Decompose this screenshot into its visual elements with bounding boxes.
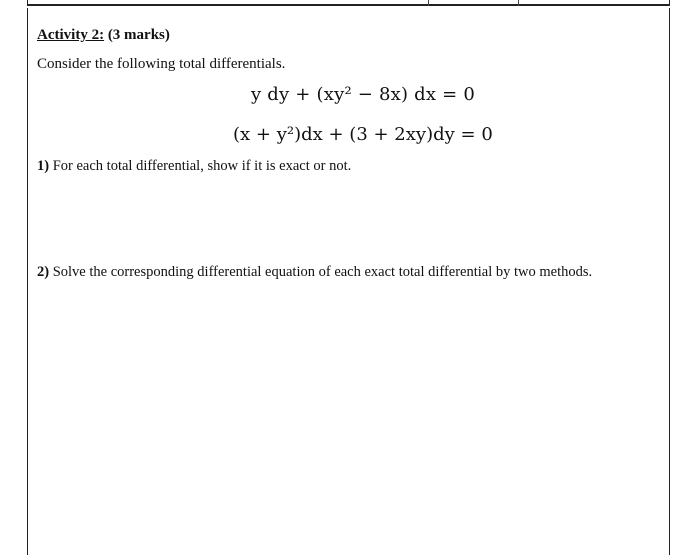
column-divider — [518, 0, 519, 6]
activity-title: Activity 2: — [37, 27, 105, 43]
question-number: 2) — [37, 264, 50, 280]
equation-1: y dy + (xy² − 8x) dx = 0 — [251, 84, 475, 105]
table-header-strip — [27, 0, 670, 6]
question-text: For each total differential, show if it is exact or not. — [52, 158, 352, 174]
activity-heading — [37, 27, 170, 44]
activity-marks: (3 marks) — [107, 27, 170, 43]
column-divider — [428, 0, 429, 6]
question-number: 1) — [37, 158, 50, 174]
question-1 — [37, 158, 351, 175]
question-2 — [37, 264, 592, 281]
intro-text: Consider the following total differentials. — [37, 56, 286, 72]
equation-2: (x + y²)dx + (3 + 2xy)dy = 0 — [233, 124, 493, 145]
question-text: Solve the corresponding differential equation of each exact total differential by two methods. — [52, 264, 593, 280]
